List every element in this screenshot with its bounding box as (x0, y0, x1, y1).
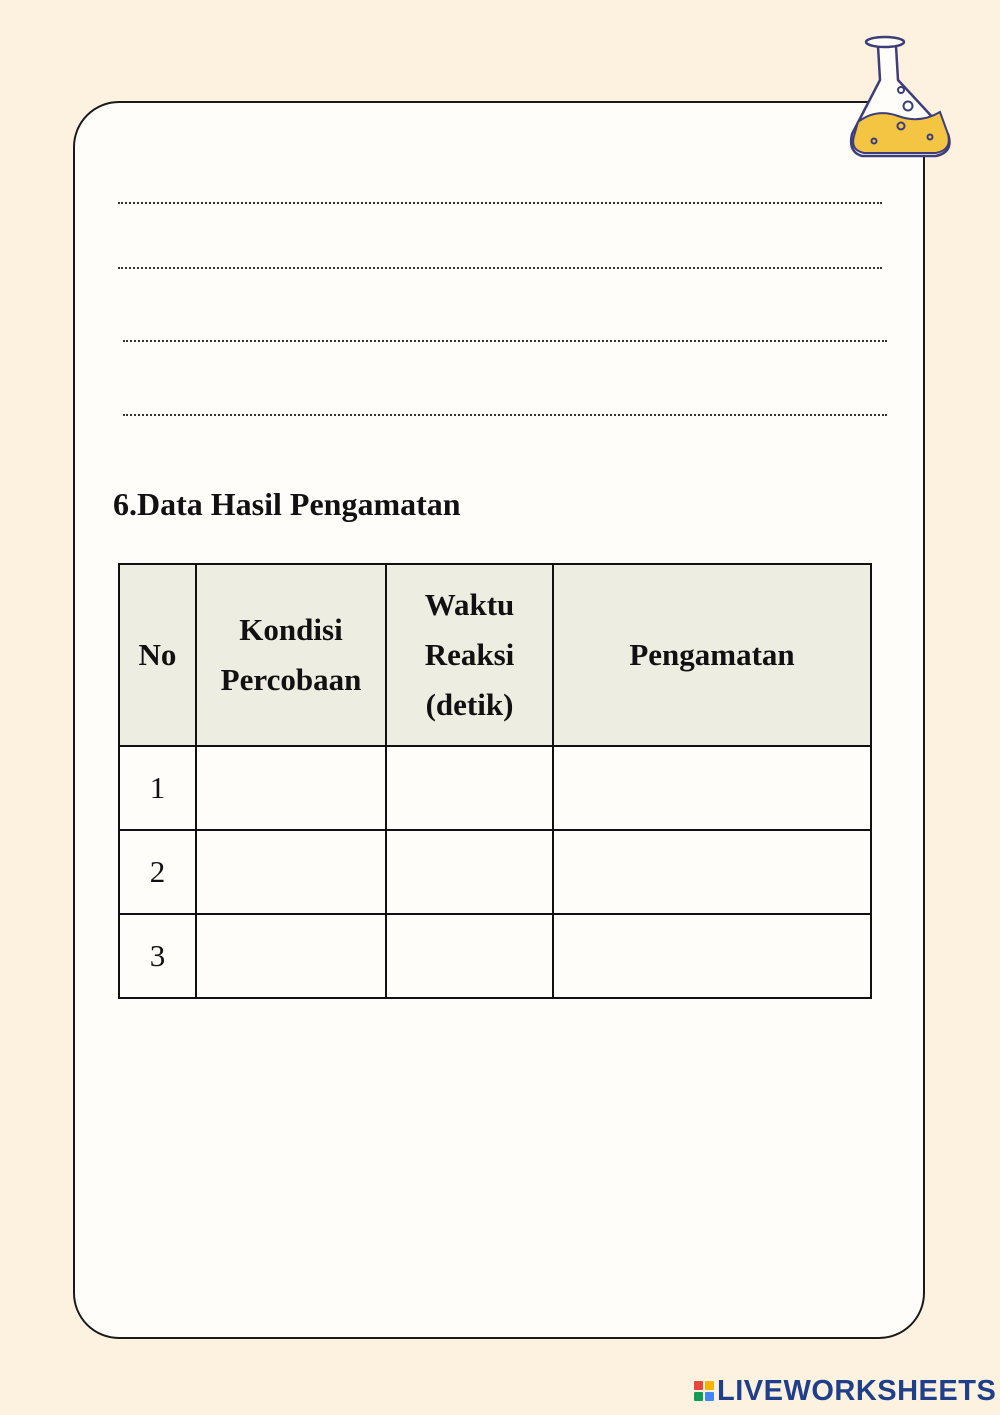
liveworksheets-watermark (694, 1374, 996, 1408)
observation-table (118, 563, 872, 999)
header-kondisi-percobaan: Kondisi Percobaan (196, 564, 386, 746)
answer-line-4[interactable] (123, 414, 887, 416)
row-number: 1 (119, 746, 196, 830)
watermark-text: LIVEWORKSHEETS (717, 1374, 997, 1407)
pengamatan-cell[interactable] (553, 914, 871, 998)
waktu-cell[interactable] (386, 830, 553, 914)
table-row (119, 830, 871, 914)
kondisi-cell[interactable] (196, 830, 386, 914)
row-number: 3 (119, 914, 196, 998)
header-waktu-reaksi: Waktu Reaksi (detik) (386, 564, 553, 746)
section-heading: 6.Data Hasil Pengamatan (113, 486, 461, 522)
table-header-row (119, 564, 871, 746)
header-no: No (119, 564, 196, 746)
header-pengamatan: Pengamatan (553, 564, 871, 746)
table-row (119, 746, 871, 830)
kondisi-cell[interactable] (196, 746, 386, 830)
liveworksheets-logo-icon (694, 1381, 714, 1401)
kondisi-cell[interactable] (196, 914, 386, 998)
table-row (119, 914, 871, 998)
answer-line-3[interactable] (123, 340, 887, 342)
answer-line-1[interactable] (118, 202, 882, 204)
answer-line-2[interactable] (118, 267, 882, 269)
waktu-cell[interactable] (386, 914, 553, 998)
flask-icon (846, 34, 954, 162)
row-number: 2 (119, 830, 196, 914)
pengamatan-cell[interactable] (553, 830, 871, 914)
waktu-cell[interactable] (386, 746, 553, 830)
pengamatan-cell[interactable] (553, 746, 871, 830)
